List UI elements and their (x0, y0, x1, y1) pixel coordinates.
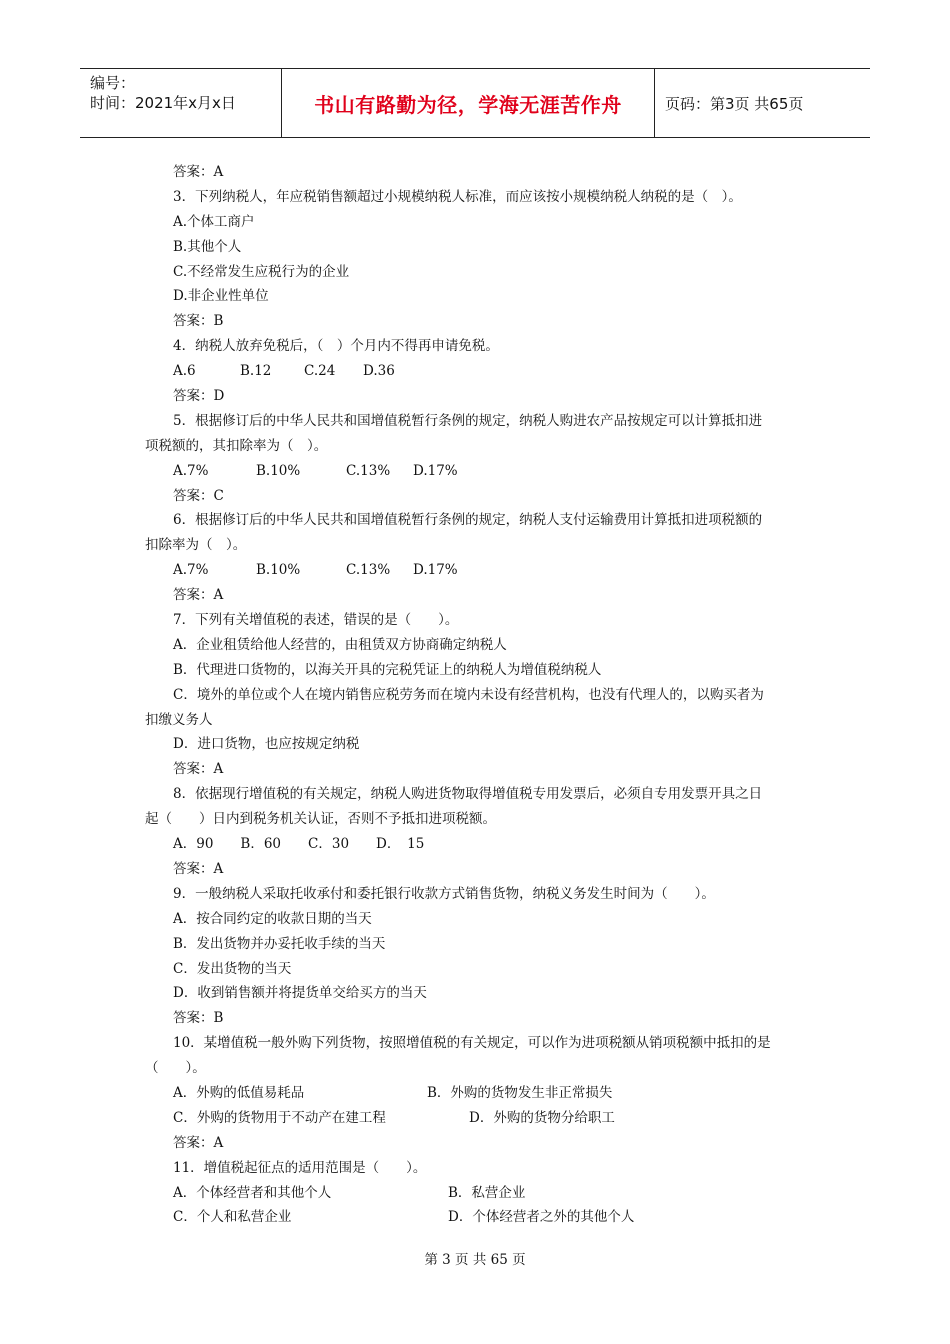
question-11: 11．增值税起征点的适用范围是（ ）。 (173, 1159, 427, 1176)
option-line: C．境外的单位或个人在境内销售应税劳务而在境内未设有经营机构，也没有代理人的，以购买者为 (173, 686, 764, 703)
option-line: B.其他个人 (173, 238, 242, 255)
question-8: 8．依据现行增值税的有关规定，纳税人购进货物取得增值税专用发票后，必须自专用发票开具之日 (173, 786, 763, 803)
header-meta (80, 69, 280, 137)
option-c: C．外购的货物用于不动产在建工程 (173, 1109, 386, 1126)
option-b: B.10% (256, 562, 301, 579)
option-b: B．私营企业 (448, 1184, 526, 1201)
option-b: B.12 (240, 363, 272, 380)
option-line: A.个体工商户 (173, 213, 255, 230)
option-line: D.非企业性单位 (173, 288, 269, 305)
option-d: D．外购的货物分给职工 (469, 1109, 615, 1126)
question-5-cont: 项税额的，其扣除率为（ ）。 (145, 437, 328, 454)
option-b: B.10% (256, 462, 301, 479)
serial-label: 编号： (90, 74, 136, 92)
question-8-cont: 起（ ）日内到税务机关认证，否则不予抵扣进项税额。 (145, 811, 496, 828)
question-3: 3．下列纳税人，年应税销售额超过小规模纳税人标准，而应该按小规模纳税人纳税的是（ ）。 (173, 188, 742, 205)
answer-line: 答案：A (173, 761, 224, 778)
option-d: D.17% (413, 562, 458, 579)
option-a: A.7% (173, 562, 209, 579)
answer-line: 答案：B (173, 1010, 224, 1027)
options-row (145, 1106, 810, 1131)
option-a: A．个体经营者和其他个人 (173, 1184, 332, 1201)
question-9: 9．一般纳税人采取托收承付和委托银行收款方式销售货物，纳税义务发生时间为（ ）。 (173, 885, 715, 902)
option-d: D．个体经营者之外的其他个人 (448, 1209, 635, 1226)
question-6-cont: 扣除率为（ ）。 (145, 537, 247, 554)
answer-line: 答案：A (173, 860, 224, 877)
question-4: 4．纳税人放弃免税后，（ ）个月内不得再申请免税。 (173, 338, 499, 355)
option-line: A．按合同约定的收款日期的当天 (173, 910, 372, 927)
option-line: D．进口货物，也应按规定纳税 (173, 736, 360, 753)
date-line: 时间：2021年x月x日 (90, 94, 236, 112)
option-c: C.13% (346, 562, 391, 579)
question-7: 7．下列有关增值税的表述，错误的是（ ）。 (173, 612, 459, 629)
motto-text: 书山有路勤为径，学海无涯苦作舟 (314, 92, 622, 117)
option-line: A．企业租赁给他人经营的，由租赁双方协商确定纳税人 (173, 636, 507, 653)
option-a: A.6 (173, 363, 196, 380)
page-header (80, 68, 870, 138)
answer-line: 答案：B (173, 313, 224, 330)
header-page-info: 页码：第3页 共65页 (665, 94, 804, 113)
question-6: 6．根据修订后的中华人民共和国增值税暂行条例的规定，纳税人支付运输费用计算抵扣进项税额的 (173, 512, 763, 529)
option-c: C．个人和私营企业 (173, 1209, 292, 1226)
option-line: B．发出货物并办妥托收手续的当天 (173, 935, 386, 952)
page-footer (0, 1248, 950, 1268)
answer-line: 答案：A (173, 1134, 224, 1151)
options-row (145, 558, 810, 583)
answer-line: 答案：D (173, 388, 225, 405)
option-a: A．外购的低值易耗品 (173, 1084, 305, 1101)
options-row (145, 1181, 810, 1206)
answer-line: 答案：C (173, 487, 224, 504)
question-10-cont: （ ）。 (145, 1060, 206, 1077)
option-d: D.36 (363, 363, 395, 380)
options-row (145, 459, 810, 484)
question-10: 10．某增值税一般外购下列货物，按照增值税的有关规定，可以作为进项税额从销项税额中抵扣的是 (173, 1035, 771, 1052)
option-d: D.17% (413, 462, 458, 479)
option-c: C.13% (346, 462, 391, 479)
answer-line: 答案：A (173, 164, 224, 180)
options-row (145, 1205, 810, 1230)
header-motto-cell (281, 69, 655, 137)
option-c: C.24 (304, 363, 336, 380)
option-a: A.7% (173, 462, 209, 479)
answer-line: 答案：A (173, 587, 224, 604)
options-row: A．90 B．60 C．30 D． 15 (173, 836, 425, 853)
option-line: C.不经常发生应税行为的企业 (173, 263, 350, 280)
option-line: B．代理进口货物的，以海关开具的完税凭证上的纳税人为增值税纳税人 (173, 661, 602, 678)
footer-page-number: 第 3 页 共 65 页 (424, 1252, 526, 1268)
options-row (145, 359, 810, 384)
option-line: D．收到销售额并将提货单交给买方的当天 (173, 985, 427, 1002)
options-row (145, 1081, 810, 1106)
question-5: 5．根据修订后的中华人民共和国增值税暂行条例的规定，纳税人购进农产品按规定可以计算抵扣进 (173, 412, 763, 429)
option-b: B．外购的货物发生非正常损失 (427, 1084, 613, 1101)
question-body (145, 160, 810, 1230)
option-line: C．发出货物的当天 (173, 960, 292, 977)
option-line-cont: 扣缴义务人 (145, 711, 213, 728)
